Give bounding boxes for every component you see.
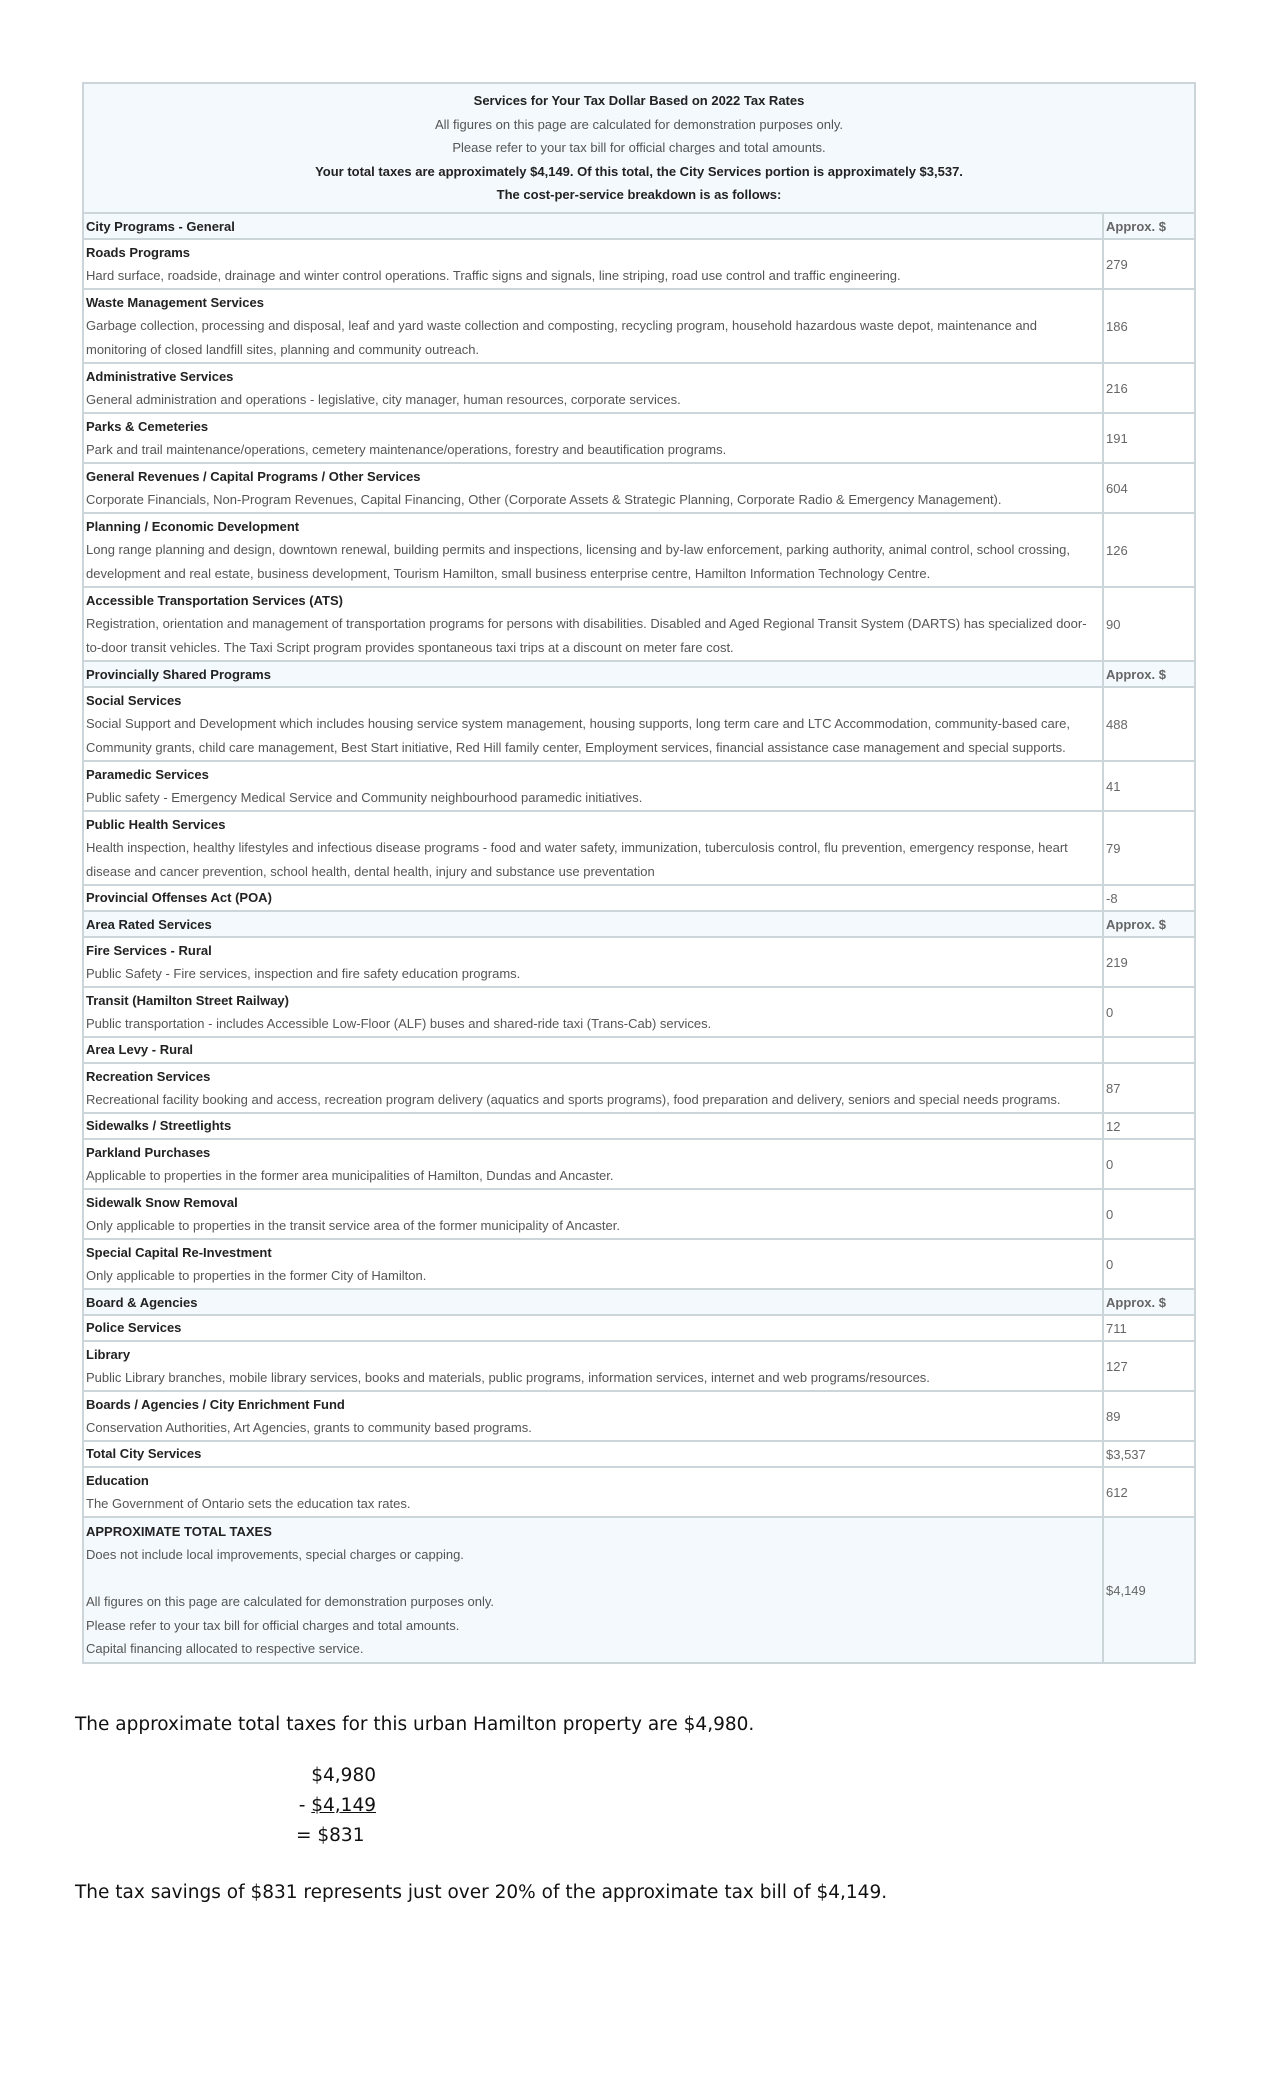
service-name: Sidewalk Snow Removal [86,1194,238,1210]
service-name: Parkland Purchases [86,1144,211,1160]
service-name: Provincial Offenses Act (POA) [86,890,272,906]
section-title: Provincially Shared Programs [83,661,1103,687]
service-amount: -8 [1103,885,1195,911]
service-description: Public transportation - includes Accessible Low-Floor (ALF) buses and shared-ride taxi (Trans-Cab) services. [86,1016,712,1031]
table-title: Services for Your Tax Dollar Based on 2022 Tax Rates [473,93,805,109]
service-amount: 0 [1103,1139,1195,1189]
service-cell [83,363,1103,413]
service-cell [83,1341,1103,1391]
service-cell [83,587,1103,661]
service-name: Social Services [86,692,182,708]
service-amount: 87 [1103,1063,1195,1113]
service-name: Paramedic Services [86,766,209,782]
service-amount: 12 [1103,1113,1195,1139]
service-row [83,513,1195,587]
savings-text: The tax savings of $831 represents just over 20% of the approximate tax bill of $4,149. [75,1882,888,1903]
service-description: Social Support and Development which includes housing service system management, housing supports, long term care and LTC Accommodation, community-based care, Community grants, child care management, Best Start initiative, Red Hill family center, Employment services, financial assistance case management and special supports. [86,716,1070,755]
capital-financing-note: Capital financing allocated to respective service. [86,1641,364,1656]
tax-breakdown-table [82,82,1196,1664]
service-amount: 216 [1103,363,1195,413]
calc-minus-sign: - [298,1795,312,1816]
section-header-row [83,1289,1195,1315]
service-row [83,363,1195,413]
service-row [83,1189,1195,1239]
breakdown-line: The cost-per-service breakdown is as follows: [496,187,782,203]
service-amount: 126 [1103,513,1195,587]
service-name: Total City Services [86,1446,202,1462]
service-cell [83,1189,1103,1239]
service-cell [83,513,1103,587]
service-cell [83,937,1103,987]
approximate-total-cell [83,1517,1103,1663]
service-cell [83,1441,1103,1467]
service-amount: 79 [1103,811,1195,885]
service-row [83,463,1195,513]
service-cell [83,239,1103,289]
service-description: Public Library branches, mobile library services, books and materials, public programs, information services, internet and web programs/resources. [86,1370,930,1385]
service-amount: 219 [1103,937,1195,987]
service-row [83,413,1195,463]
exclusions-note: Does not include local improvements, special charges or capping. [86,1547,464,1562]
service-amount: 191 [1103,413,1195,463]
urban-total-text: The approximate total taxes for this urban Hamilton property are $4,980. [75,1714,755,1735]
service-name: Police Services [86,1320,182,1336]
service-cell [83,1391,1103,1441]
service-name: Library [86,1346,131,1362]
section-header-row [83,661,1195,687]
service-row [83,1391,1195,1441]
service-cell [83,1315,1103,1341]
service-amount: 89 [1103,1391,1195,1441]
demo-note: All figures on this page are calculated for demonstration purposes only. [434,116,844,132]
refer-note: Please refer to your tax bill for official charges and total amounts. [452,140,826,156]
demo-note: All figures on this page are calculated for demonstration purposes only. [86,1594,495,1609]
service-name: Roads Programs [86,244,191,260]
service-row [83,687,1195,761]
service-description: Registration, orientation and management of transportation programs for persons with disabilities. Disabled and Aged Regional Transit System (DARTS) has specialized door-to-door transit vehicles. The Taxi Script program provides spontaneous taxi trips at a discount on meter fare cost. [86,616,1087,655]
service-name: Transit (Hamilton Street Railway) [86,992,289,1008]
service-description: Hard surface, roadside, drainage and winter control operations. Traffic signs and signals, line striping, road use control and traffic engineering. [86,268,901,283]
service-cell [83,289,1103,363]
service-amount: 0 [1103,987,1195,1037]
service-row [83,1467,1195,1517]
service-row [83,761,1195,811]
service-row [83,1441,1195,1467]
service-row [83,1063,1195,1113]
service-row [83,1341,1195,1391]
service-amount: 612 [1103,1467,1195,1517]
service-row [83,811,1195,885]
service-name: Waste Management Services [86,294,264,310]
service-name: Fire Services - Rural [86,942,212,958]
service-cell [83,1467,1103,1517]
service-row [83,937,1195,987]
calc-result: = $831 [296,1825,365,1846]
section-title: Board & Agencies [83,1289,1103,1315]
service-amount: 186 [1103,289,1195,363]
total-taxes-line: Your total taxes are approximately $4,149. Of this total, the City Services portion is approximately $3,537. [315,163,963,179]
service-description: Garbage collection, processing and disposal, leaf and yard waste collection and composting, recycling program, household hazardous waste depot, maintenance and monitoring of closed landfill sites, planning and community outreach. [86,318,1038,357]
service-row [83,289,1195,363]
section-header-row [83,911,1195,937]
table-header-row [83,83,1195,213]
service-name: Parks & Cemeteries [86,418,209,434]
section-title: City Programs - General [83,213,1103,239]
section-amount-header: Approx. $ [1103,911,1195,937]
service-row [83,987,1195,1037]
service-row [83,587,1195,661]
service-row [83,885,1195,911]
service-cell [83,1113,1103,1139]
service-row [83,1239,1195,1289]
service-name: Planning / Economic Development [86,518,300,534]
service-cell [83,987,1103,1037]
service-row [83,1113,1195,1139]
service-cell [83,1239,1103,1289]
service-cell [83,1037,1103,1063]
approximate-total-row [83,1517,1195,1663]
service-description: General administration and operations - legislative, city manager, human resources, corporate services. [86,392,681,407]
service-amount: $3,537 [1103,1441,1195,1467]
service-description: The Government of Ontario sets the education tax rates. [86,1496,411,1511]
service-description: Only applicable to properties in the former City of Hamilton. [86,1268,427,1283]
service-amount: 0 [1103,1239,1195,1289]
calc-urban-amount: $4,980 [311,1765,376,1786]
service-description: Recreational facility booking and access, recreation program delivery (aquatics and sports programs), food preparation and delivery, seniors and special needs programs. [86,1092,1061,1107]
service-description: Long range planning and design, downtown renewal, building permits and inspections, licensing and by-law enforcement, parking authority, animal control, school crossing, development and real estate, business development, Tourism Hamilton, small business enterprise centre, Hamilton Information Technology Centre. [86,542,1071,581]
section-amount-header: Approx. $ [1103,213,1195,239]
service-description: Applicable to properties in the former area municipalities of Hamilton, Dundas and Ancaster. [86,1168,614,1183]
service-description: Only applicable to properties in the transit service area of the former municipality of Ancaster. [86,1218,620,1233]
service-description: Conservation Authorities, Art Agencies, grants to community based programs. [86,1420,532,1435]
service-cell [83,811,1103,885]
refer-note: Please refer to your tax bill for official charges and total amounts. [86,1617,460,1633]
approximate-total-label: APPROXIMATE TOTAL TAXES [86,1523,272,1539]
service-name: Sidewalks / Streetlights [86,1118,232,1134]
service-description: Health inspection, healthy lifestyles and infectious disease programs - food and water safety, immunization, tuberculosis control, flu prevention, emergency response, heart disease and cancer prevention, school health, dental health, injury and substance use preventation [86,840,1068,879]
service-amount: 0 [1103,1189,1195,1239]
service-name: Boards / Agencies / City Enrichment Fund [86,1396,345,1412]
section-title: Area Rated Services [83,911,1103,937]
service-name: Accessible Transportation Services (ATS) [86,592,343,608]
calc-rural-amount: $4,149 [311,1795,376,1816]
section-header-row [83,213,1195,239]
approximate-total-amount: $4,149 [1103,1517,1195,1663]
service-cell [83,885,1103,911]
service-description: Corporate Financials, Non-Program Revenues, Capital Financing, Other (Corporate Assets & Strategic Planning, Corporate Radio & Emergency Management). [86,492,1002,507]
service-name: Area Levy - Rural [86,1042,193,1058]
service-cell [83,413,1103,463]
service-amount: 127 [1103,1341,1195,1391]
service-row [83,239,1195,289]
service-amount: 604 [1103,463,1195,513]
service-name: Recreation Services [86,1068,211,1084]
service-name: Public Health Services [86,816,226,832]
service-amount: 90 [1103,587,1195,661]
service-name: Administrative Services [86,368,234,384]
section-amount-header: Approx. $ [1103,661,1195,687]
service-description: Public Safety - Fire services, inspection and fire safety education programs. [86,966,521,981]
service-amount: 711 [1103,1315,1195,1341]
service-amount: 488 [1103,687,1195,761]
service-description: Park and trail maintenance/operations, cemetery maintenance/operations, forestry and beautification programs. [86,442,727,457]
service-amount: 279 [1103,239,1195,289]
service-name: Education [86,1472,149,1488]
service-cell [83,1139,1103,1189]
service-name: General Revenues / Capital Programs / Other Services [86,468,421,484]
service-name: Special Capital Re-Investment [86,1244,272,1260]
service-row [83,1139,1195,1189]
service-cell [83,761,1103,811]
service-cell [83,1063,1103,1113]
service-description: Public safety - Emergency Medical Service and Community neighbourhood paramedic initiatives. [86,790,643,805]
spacer-line [86,1567,1100,1591]
service-row [83,1315,1195,1341]
service-amount [1103,1037,1195,1063]
service-row [83,1037,1195,1063]
service-amount: 41 [1103,761,1195,811]
service-cell [83,687,1103,761]
calc-subtract-row [280,1795,376,1816]
section-amount-header: Approx. $ [1103,1289,1195,1315]
table-header-cell [83,83,1195,213]
service-cell [83,463,1103,513]
